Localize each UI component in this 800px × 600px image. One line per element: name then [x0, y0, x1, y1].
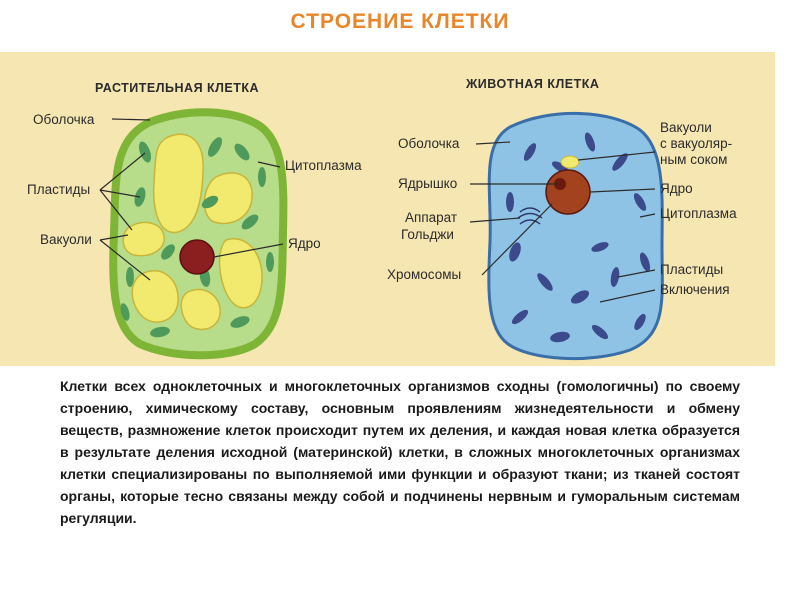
- plant-heading: РАСТИТЕЛЬНАЯ КЛЕТКА: [95, 81, 260, 95]
- plant-label-membrane: Оболочка: [33, 112, 95, 127]
- animal-label-vacuoles-2: с вакуоляр-: [660, 136, 733, 151]
- animal-vacuole: [561, 156, 579, 168]
- animal-label-vacuoles-3: ным соком: [660, 152, 728, 167]
- animal-label-golgi-2: Гольджи: [401, 227, 454, 242]
- animal-label-plastids: Пластиды: [660, 262, 724, 277]
- animal-label-vacuoles-1: Вакуоли: [660, 120, 712, 135]
- plant-vacuole: [181, 289, 220, 329]
- animal-label-membrane: Оболочка: [398, 136, 460, 151]
- page-title: СТРОЕНИЕ КЛЕТКИ: [290, 10, 510, 33]
- animal-cell: [489, 113, 663, 358]
- description-paragraph: Клетки всех одноклеточных и многоклеточных организмов сходны (гомологичны) по своему строению, химическому составу, основным проявлениям жизнедеятельности и обмену веществ, размножение клеток происходит путем их деления, и каждая новая клетка образуется в результате деления исходной (материнской) клетки, в сложных многоклеточных организмах клетки специализированы по выполняемой ими функции и образуют ткани; из тканей состоят органы, которые тесно связаны между собой и подчинены нервным и гуморальным системам регуляции.: [60, 378, 740, 526]
- plant-label-vacuoles: Вакуоли: [40, 232, 92, 247]
- plant-label-cytoplasm: Цитоплазма: [285, 158, 362, 173]
- plant-label-plastids: Пластиды: [27, 182, 91, 197]
- animal-label-golgi-1: Аппарат: [405, 210, 458, 225]
- animal-label-inclusions: Включения: [660, 282, 730, 297]
- animal-label-nucleolus: Ядрышко: [398, 176, 458, 191]
- animal-label-nucleus: Ядро: [660, 181, 693, 196]
- plant-cell: [113, 112, 283, 355]
- cell-diagram: [0, 52, 775, 366]
- animal-label-chromosomes: Хромосомы: [387, 267, 462, 282]
- plant-nucleus: [180, 240, 214, 274]
- plant-label-nucleus: Ядро: [288, 236, 321, 251]
- animal-nucleus: [546, 170, 590, 214]
- cell-diagram-svg: [0, 52, 775, 366]
- animal-heading: ЖИВОТНАЯ КЛЕТКА: [466, 77, 600, 91]
- animal-label-cytoplasm: Цитоплазма: [660, 206, 737, 221]
